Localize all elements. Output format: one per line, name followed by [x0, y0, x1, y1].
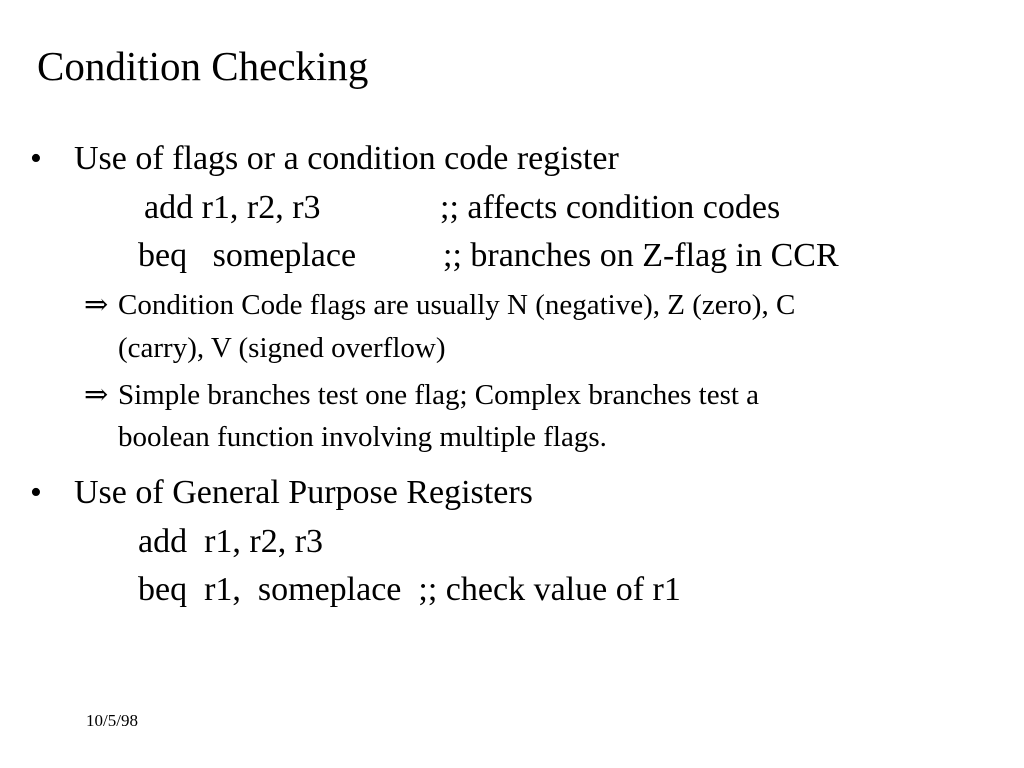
bullet-marker: • — [30, 140, 42, 177]
bullet-marker: • — [30, 474, 42, 511]
slide-title: Condition Checking — [37, 43, 369, 89]
subpoint-flags-line1: Condition Code flags are usually N (negative), Z (zero), C — [118, 289, 796, 321]
subpoint-branches-line2: boolean function involving multiple flags. — [118, 421, 607, 453]
implies-arrow-icon: ⇒ — [84, 379, 109, 411]
subpoint-flags-line2: (carry), V (signed overflow) — [118, 332, 446, 364]
code-comment-add: ;; affects condition codes — [440, 189, 781, 226]
slide-date: 10/5/98 — [86, 711, 138, 730]
bullet-text-gpr: Use of General Purpose Registers — [74, 474, 533, 511]
code-instr-add: add r1, r2, r3 — [144, 189, 321, 226]
code-gpr-beq: beq r1, someplace ;; check value of r1 — [138, 571, 681, 608]
code-comment-beq: ;; branches on Z-flag in CCR — [443, 237, 839, 274]
subpoint-branches-line1: Simple branches test one flag; Complex branches test a — [118, 379, 760, 411]
code-gpr-add: add r1, r2, r3 — [138, 523, 324, 560]
implies-arrow-icon: ⇒ — [84, 289, 109, 321]
code-instr-beq: beq someplace — [138, 237, 357, 274]
bullet-text-flags: Use of flags or a condition code register — [74, 140, 619, 177]
